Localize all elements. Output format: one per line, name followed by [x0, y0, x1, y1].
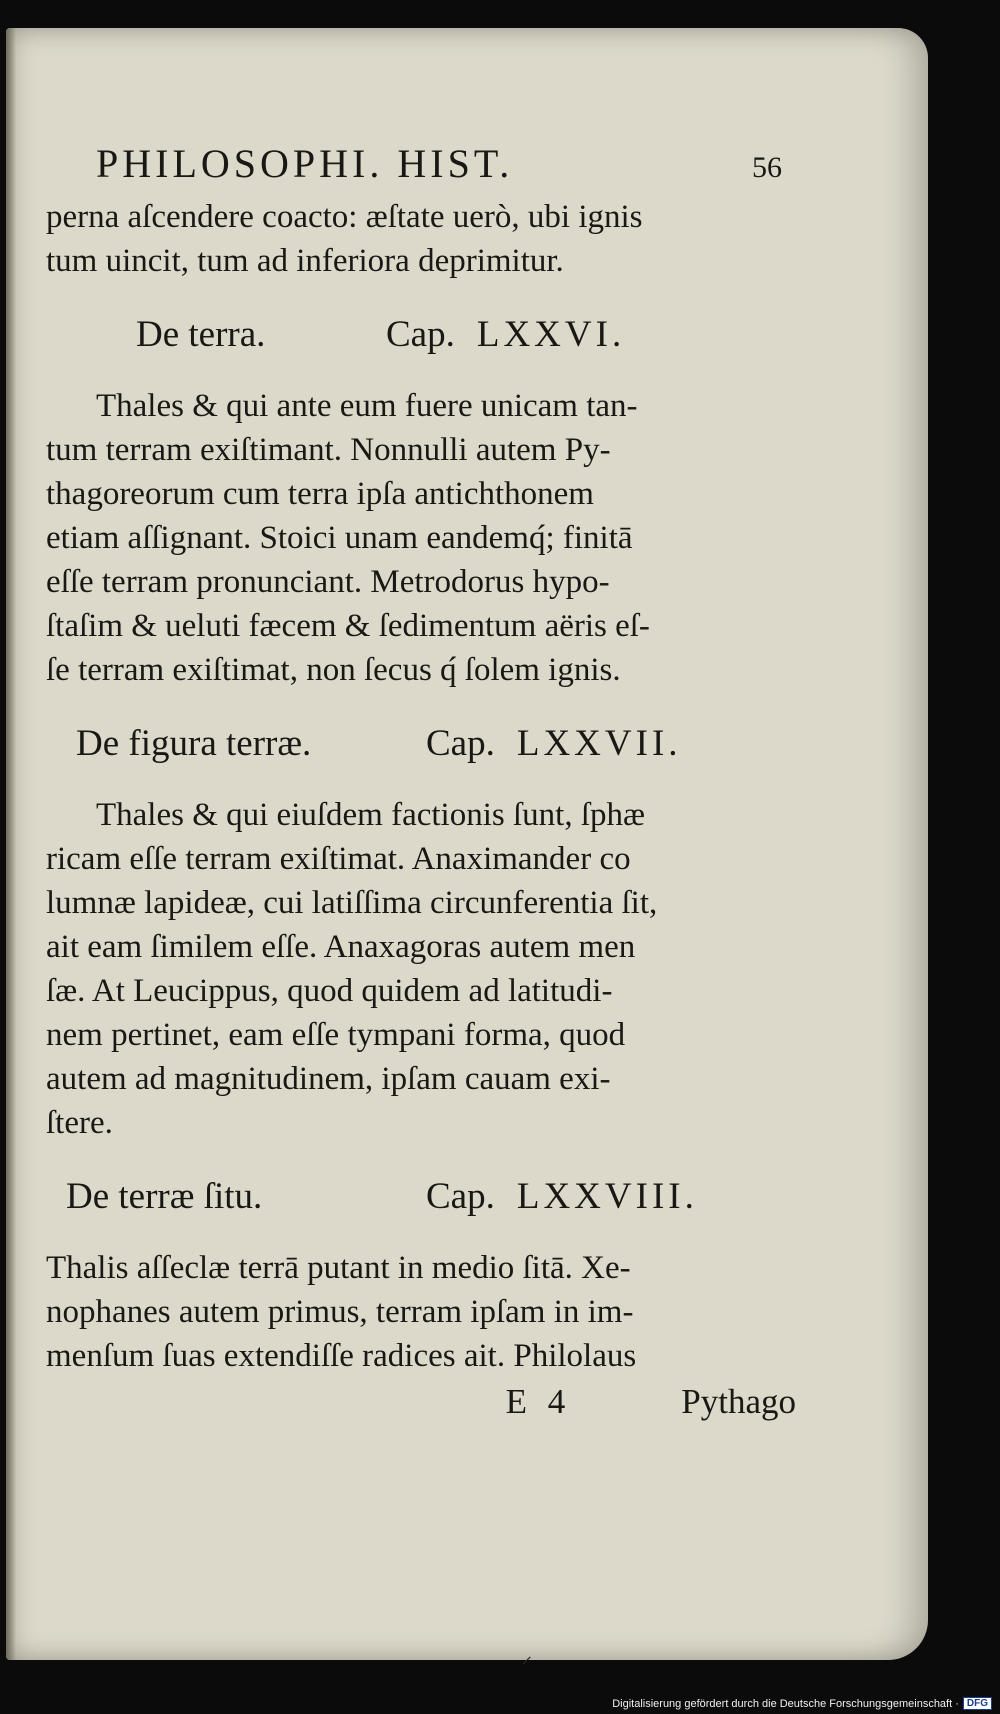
- running-head-title: PHILOSOPHI. HIST.: [96, 141, 514, 186]
- chapter-paragraph: [46, 384, 806, 692]
- text-line: ſæ. At Leucippus, quod quidem ad latitudi-: [46, 973, 613, 1009]
- text-line: Thalis aſſeclæ terrā putant in medio ſitā. Xe-: [46, 1250, 631, 1286]
- text-line: nophanes autem primus, terram ipſam in im-: [46, 1294, 634, 1330]
- text-line: eſſe terram pronunciant. Metrodorus hypo-: [46, 564, 610, 600]
- text-line: menſum ſuas extendiſſe radices ait. Philolaus: [46, 1338, 637, 1374]
- text-line: thagoreorum cum terra ipſa antichthonem: [46, 476, 594, 512]
- chapter-heading: [136, 313, 806, 356]
- chapter-heading: [76, 722, 806, 765]
- chapter-cap-label: Cap.: [426, 723, 495, 764]
- text-line: ait eam ſimilem eſſe. Anaxagoras autem men: [46, 929, 636, 965]
- page-footer: [46, 1382, 806, 1422]
- text-line: ſe terram exiſtimat, non ſecus q́ ſolem ignis.: [46, 652, 621, 688]
- chapter-cap-label: Cap.: [386, 314, 455, 355]
- text-line: Thales & qui eiuſdem factionis ſunt, ſphæ: [96, 797, 645, 833]
- chapter-cap-label: Cap.: [426, 1176, 495, 1217]
- credit-text: Digitalisierung gefördert durch die Deutsche Forschungsgemeinschaft ·: [612, 1697, 959, 1710]
- text-line: ricam eſſe terram exiſtimat. Anaximander co: [46, 841, 631, 877]
- chapter-number: LXXVI.: [476, 314, 626, 355]
- catchword: Pythago: [681, 1382, 796, 1421]
- chapter-number: LXXVII.: [516, 723, 682, 764]
- folio-number: 56: [752, 151, 782, 184]
- running-head: [96, 140, 782, 187]
- ink-mark: ⸝: [521, 1643, 533, 1668]
- text-line: nem pertinet, eam eſſe tympani forma, quod: [46, 1017, 626, 1053]
- text-line: lumnæ lapideæ, cui latiſſima circunferentia ſit,: [46, 885, 658, 921]
- text-line: ſtere.: [46, 1105, 113, 1141]
- text-line: tum uincit, tum ad inferiora deprimitur.: [46, 243, 564, 279]
- text-line: etiam aſſignant. Stoici unam eandemq́; finitā: [46, 520, 633, 556]
- opening-lines: [46, 195, 806, 283]
- text-line: ſtaſim & ueluti fæcem & ſedimentum aëris eſ-: [46, 608, 650, 644]
- chapter-title: De figura terræ.: [76, 723, 312, 764]
- text-line: Thales & qui ante eum fuere unicam tan-: [96, 388, 638, 424]
- chapter-title: De terræ ſitu.: [66, 1176, 263, 1217]
- digitization-credit: [612, 1697, 992, 1710]
- text-line: perna aſcendere coacto: æſtate uerò, ubi ignis: [46, 199, 643, 235]
- book-page: [6, 28, 928, 1668]
- chapter-number: LXXVIII.: [516, 1176, 698, 1217]
- chapter-paragraph: [46, 1246, 806, 1378]
- dfg-logo: DFG: [963, 1697, 992, 1710]
- chapter-paragraph: [46, 793, 806, 1145]
- text-line: tum terram exiſtimant. Nonnulli autem Py-: [46, 432, 611, 468]
- text-block: [46, 140, 806, 1422]
- chapter-title: De terra.: [136, 314, 266, 355]
- chapter-heading: [66, 1175, 806, 1218]
- text-line: autem ad magnitudinem, ipſam cauam exi-: [46, 1061, 611, 1097]
- page-gutter-shadow: [6, 28, 16, 1660]
- signature-mark: E 4: [505, 1382, 572, 1421]
